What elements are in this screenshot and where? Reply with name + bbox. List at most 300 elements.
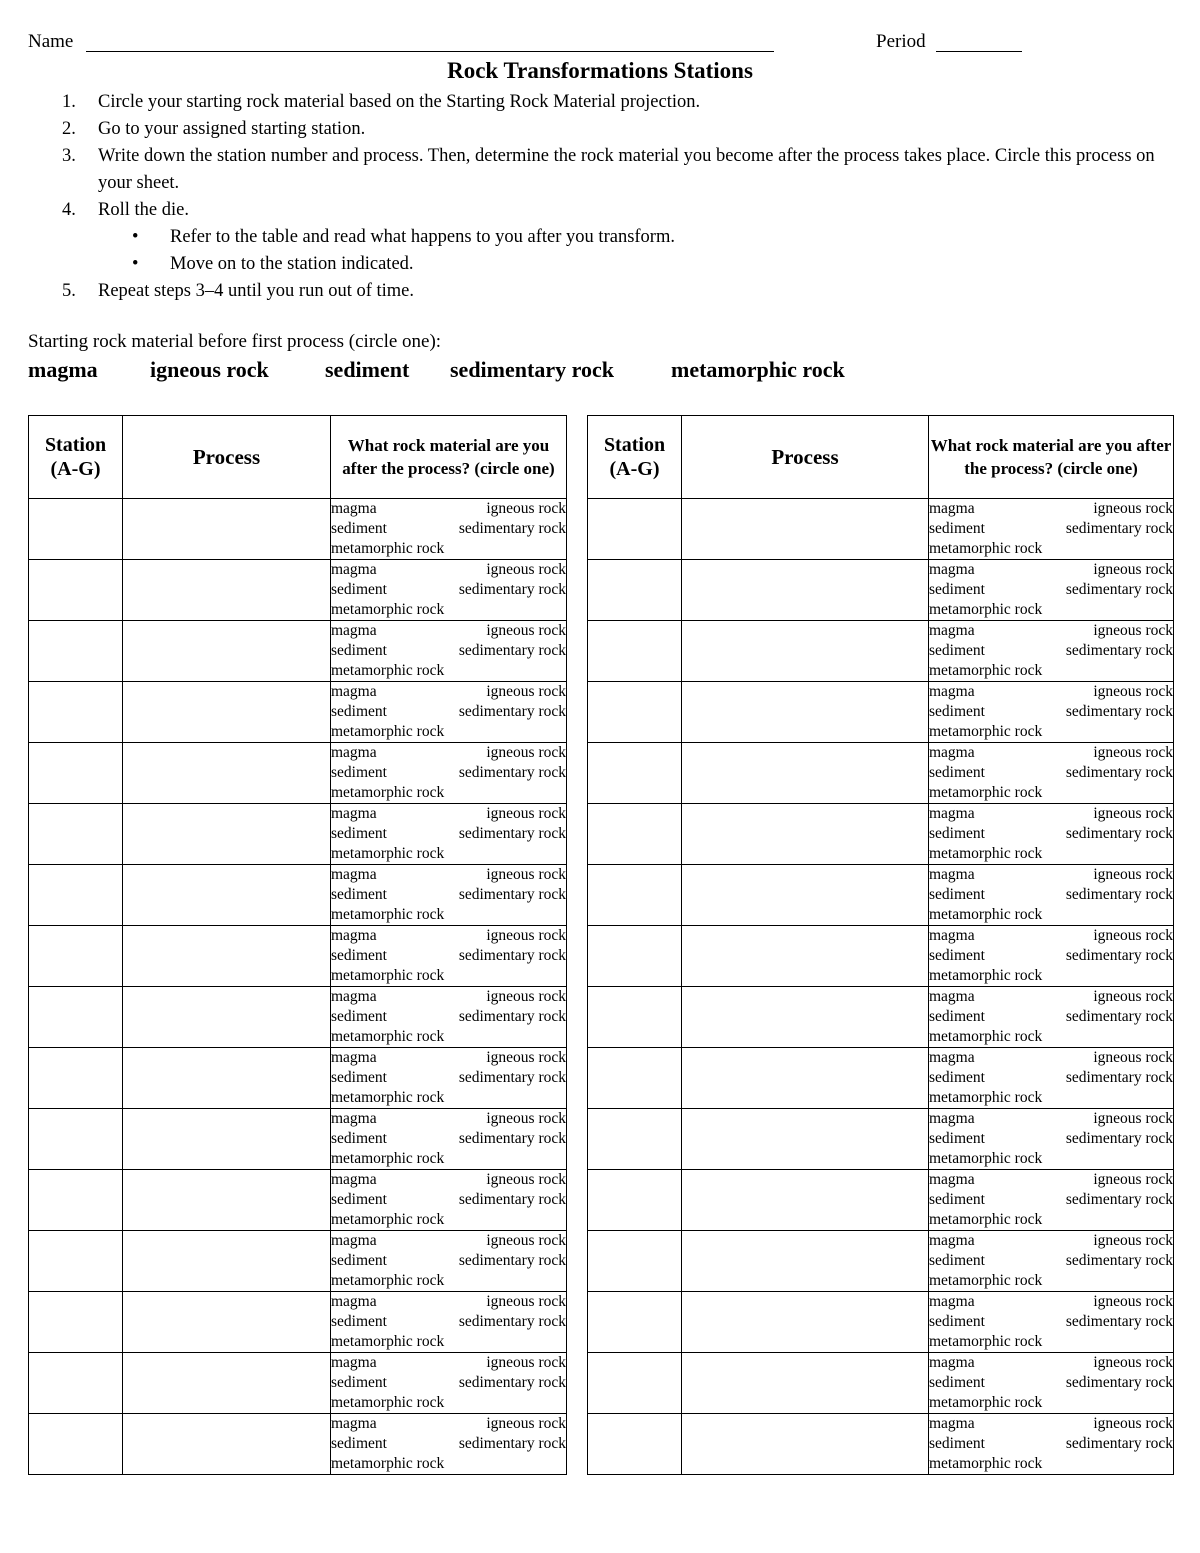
options-line xyxy=(929,1048,1173,1068)
station-cell[interactable] xyxy=(29,1048,123,1109)
option-magma[interactable]: magma xyxy=(929,1049,975,1066)
option-magma[interactable]: magma xyxy=(331,1110,377,1127)
option-sediment[interactable]: sediment xyxy=(929,520,985,537)
option-sediment[interactable]: sediment xyxy=(929,886,985,903)
option-metamorphic-rock[interactable]: metamorphic rock xyxy=(929,1455,1043,1472)
station-cell[interactable] xyxy=(588,743,682,804)
option-igneous-rock[interactable]: igneous rock xyxy=(1093,1354,1173,1371)
option-sediment[interactable]: sediment xyxy=(929,1069,985,1086)
option-magma[interactable]: magma xyxy=(929,1415,975,1432)
option-sedimentary-rock[interactable]: sedimentary rock xyxy=(1065,1191,1173,1208)
option-magma[interactable]: magma xyxy=(929,805,975,822)
options-line xyxy=(929,1068,1173,1088)
option-metamorphic-rock[interactable]: metamorphic rock xyxy=(331,723,445,740)
options-line xyxy=(331,1068,566,1088)
option-metamorphic-rock[interactable]: metamorphic rock xyxy=(929,1211,1043,1228)
options-line xyxy=(929,783,1173,803)
option-igneous-rock[interactable]: igneous rock xyxy=(486,1049,566,1066)
option-metamorphic-rock[interactable]: metamorphic rock xyxy=(331,967,445,984)
option-sedimentary-rock[interactable]: sedimentary rock xyxy=(458,520,566,537)
option-metamorphic-rock[interactable]: metamorphic rock xyxy=(331,1028,445,1045)
option-metamorphic-rock[interactable]: metamorphic rock xyxy=(331,1394,445,1411)
process-cell[interactable] xyxy=(123,560,331,621)
option-igneous-rock[interactable]: igneous rock xyxy=(1093,1110,1173,1127)
option-igneous-rock[interactable]: igneous rock xyxy=(486,866,566,883)
name-field[interactable] xyxy=(86,51,774,52)
station-cell[interactable] xyxy=(29,1109,123,1170)
option-igneous-rock[interactable]: igneous rock xyxy=(1093,866,1173,883)
option-magma[interactable]: magma xyxy=(929,622,975,639)
table-row xyxy=(29,560,567,621)
station-cell[interactable] xyxy=(588,1170,682,1231)
option-sediment[interactable]: sediment xyxy=(331,1313,387,1330)
stations-table-left xyxy=(28,415,567,1475)
option-metamorphic-rock[interactable]: metamorphic rock xyxy=(331,1455,445,1472)
option-sedimentary-rock[interactable]: sedimentary rock xyxy=(458,1435,566,1452)
station-cell[interactable] xyxy=(29,865,123,926)
rock-options-cell xyxy=(331,682,567,743)
option-sediment[interactable]: sediment xyxy=(929,581,985,598)
option-sediment[interactable]: sediment xyxy=(331,703,387,720)
option-sedimentary-rock[interactable]: sedimentary rock xyxy=(1065,581,1173,598)
option-metamorphic-rock[interactable]: metamorphic rock xyxy=(929,1028,1043,1045)
station-cell[interactable] xyxy=(29,621,123,682)
station-cell[interactable] xyxy=(588,926,682,987)
process-cell[interactable] xyxy=(123,1231,331,1292)
station-cell[interactable] xyxy=(588,560,682,621)
step-text: Repeat steps 3–4 until you run out of time. xyxy=(98,281,414,301)
process-cell[interactable] xyxy=(123,1109,331,1170)
options-line xyxy=(929,987,1173,1007)
option-metamorphic-rock[interactable]: metamorphic rock xyxy=(331,845,445,862)
process-cell[interactable] xyxy=(682,621,929,682)
option-magma[interactable]: magma xyxy=(331,1415,377,1432)
option-magma[interactable]: magma xyxy=(929,683,975,700)
option-sedimentary-rock[interactable]: sedimentary rock xyxy=(458,1069,566,1086)
table-row xyxy=(588,1170,1174,1231)
options-line xyxy=(929,743,1173,763)
option-magma[interactable]: magma xyxy=(929,988,975,1005)
option-sedimentary-rock[interactable]: sedimentary rock xyxy=(1065,1008,1173,1025)
option-igneous-rock[interactable]: igneous rock xyxy=(486,1354,566,1371)
process-cell[interactable] xyxy=(123,1353,331,1414)
option-sediment[interactable]: sediment xyxy=(929,1130,985,1147)
table-header-row xyxy=(29,416,567,499)
option-metamorphic-rock[interactable]: metamorphic rock xyxy=(929,662,1043,679)
option-sedimentary-rock[interactable]: sedimentary rock xyxy=(1065,1252,1173,1269)
options-line xyxy=(929,1210,1173,1230)
option-magma[interactable]: magma xyxy=(331,500,377,517)
option-sedimentary-rock[interactable]: sedimentary rock xyxy=(1065,642,1173,659)
option-sediment[interactable]: sediment xyxy=(331,764,387,781)
process-cell[interactable] xyxy=(682,1353,929,1414)
option-metamorphic-rock[interactable]: metamorphic rock xyxy=(929,540,1043,557)
process-cell[interactable] xyxy=(123,1292,331,1353)
option-igneous-rock[interactable]: igneous rock xyxy=(1093,805,1173,822)
station-header: Station (A-G) xyxy=(29,416,123,499)
option-sedimentary-rock[interactable]: sedimentary rock xyxy=(458,581,566,598)
option-sediment[interactable]: sediment xyxy=(331,1191,387,1208)
step-text: Write down the station number and process. Then, determine the rock material you become after the process takes place. Circle this process on your sheet. xyxy=(98,146,1155,193)
option-sediment[interactable]: sediment xyxy=(331,886,387,903)
option-magma[interactable]: magma xyxy=(929,1232,975,1249)
option-metamorphic-rock[interactable]: metamorphic rock xyxy=(929,723,1043,740)
option-sedimentary-rock[interactable]: sedimentary rock xyxy=(1065,764,1173,781)
process-cell[interactable] xyxy=(682,804,929,865)
option-magma[interactable]: magma xyxy=(331,1293,377,1310)
option-sediment[interactable]: sediment xyxy=(331,1008,387,1025)
option-sedimentary-rock[interactable]: sedimentary rock xyxy=(458,1252,566,1269)
process-cell[interactable] xyxy=(123,926,331,987)
station-cell[interactable] xyxy=(29,926,123,987)
option-metamorphic-rock[interactable]: metamorphic rock xyxy=(929,784,1043,801)
option-sedimentary-rock[interactable]: sedimentary rock xyxy=(1065,1069,1173,1086)
process-header: Process xyxy=(682,416,929,499)
option-sedimentary-rock[interactable]: sedimentary rock xyxy=(458,1008,566,1025)
table-body xyxy=(29,499,567,1475)
options-line xyxy=(929,1332,1173,1352)
option-metamorphic-rock[interactable]: metamorphic rock xyxy=(331,1333,445,1350)
starting-material-prompt: Starting rock material before first process (circle one): xyxy=(28,331,442,352)
start-option-sediment[interactable]: sediment xyxy=(325,357,410,382)
step-item xyxy=(28,89,1178,116)
option-igneous-rock[interactable]: igneous rock xyxy=(486,1110,566,1127)
options-line xyxy=(331,600,566,620)
station-cell[interactable] xyxy=(29,1170,123,1231)
options-line xyxy=(331,1048,566,1068)
option-igneous-rock[interactable]: igneous rock xyxy=(1093,683,1173,700)
rock-options-cell xyxy=(929,499,1174,560)
option-magma[interactable]: magma xyxy=(929,561,975,578)
station-cell[interactable] xyxy=(588,621,682,682)
option-sediment[interactable]: sediment xyxy=(331,520,387,537)
option-metamorphic-rock[interactable]: metamorphic rock xyxy=(929,845,1043,862)
rock-options-cell xyxy=(331,743,567,804)
station-cell[interactable] xyxy=(588,1109,682,1170)
station-cell[interactable] xyxy=(588,865,682,926)
option-igneous-rock[interactable]: igneous rock xyxy=(1093,988,1173,1005)
options-line xyxy=(331,885,566,905)
option-sediment[interactable]: sediment xyxy=(929,1313,985,1330)
option-sedimentary-rock[interactable]: sedimentary rock xyxy=(458,825,566,842)
option-sediment[interactable]: sediment xyxy=(331,825,387,842)
option-magma[interactable]: magma xyxy=(331,683,377,700)
station-cell[interactable] xyxy=(588,499,682,560)
options-line xyxy=(331,743,566,763)
start-option-igneous-rock[interactable]: igneous rock xyxy=(150,357,269,382)
table-row xyxy=(588,743,1174,804)
options-line xyxy=(331,1271,566,1291)
start-option-metamorphic-rock[interactable]: metamorphic rock xyxy=(671,357,845,382)
option-sediment[interactable]: sediment xyxy=(331,1374,387,1391)
options-line xyxy=(331,824,566,844)
process-cell[interactable] xyxy=(123,987,331,1048)
options-line xyxy=(929,1454,1173,1474)
station-cell[interactable] xyxy=(29,743,123,804)
option-sediment[interactable]: sediment xyxy=(929,642,985,659)
table-row xyxy=(29,1231,567,1292)
option-igneous-rock[interactable]: igneous rock xyxy=(486,1293,566,1310)
option-igneous-rock[interactable]: igneous rock xyxy=(486,622,566,639)
process-cell[interactable] xyxy=(682,926,929,987)
table-row xyxy=(588,682,1174,743)
option-sedimentary-rock[interactable]: sedimentary rock xyxy=(1065,520,1173,537)
rock-options-cell xyxy=(331,1231,567,1292)
option-sedimentary-rock[interactable]: sedimentary rock xyxy=(1065,1374,1173,1391)
option-metamorphic-rock[interactable]: metamorphic rock xyxy=(929,906,1043,923)
option-magma[interactable]: magma xyxy=(929,1354,975,1371)
station-cell[interactable] xyxy=(588,1414,682,1475)
option-magma[interactable]: magma xyxy=(331,1232,377,1249)
option-sedimentary-rock[interactable]: sedimentary rock xyxy=(458,1313,566,1330)
option-sediment[interactable]: sediment xyxy=(331,642,387,659)
option-sedimentary-rock[interactable]: sedimentary rock xyxy=(458,642,566,659)
process-cell[interactable] xyxy=(682,1414,929,1475)
option-sedimentary-rock[interactable]: sedimentary rock xyxy=(1065,703,1173,720)
option-metamorphic-rock[interactable]: metamorphic rock xyxy=(331,784,445,801)
option-magma[interactable]: magma xyxy=(929,1110,975,1127)
option-igneous-rock[interactable]: igneous rock xyxy=(1093,1415,1173,1432)
option-igneous-rock[interactable]: igneous rock xyxy=(486,683,566,700)
option-magma[interactable]: magma xyxy=(331,622,377,639)
process-cell[interactable] xyxy=(682,743,929,804)
option-sediment[interactable]: sediment xyxy=(331,1130,387,1147)
option-magma[interactable]: magma xyxy=(929,500,975,517)
step-number: 1. xyxy=(62,92,76,112)
option-magma[interactable]: magma xyxy=(331,927,377,944)
process-cell[interactable] xyxy=(682,987,929,1048)
options-line xyxy=(331,1414,566,1434)
option-metamorphic-rock[interactable]: metamorphic rock xyxy=(331,1211,445,1228)
options-line xyxy=(331,1393,566,1413)
page-title: Rock Transformations Stations xyxy=(447,58,753,83)
station-cell[interactable] xyxy=(29,1292,123,1353)
station-cell[interactable] xyxy=(29,987,123,1048)
step-item xyxy=(28,116,1178,143)
options-line xyxy=(929,1170,1173,1190)
option-sediment[interactable]: sediment xyxy=(331,1435,387,1452)
options-line xyxy=(331,1373,566,1393)
option-igneous-rock[interactable]: igneous rock xyxy=(1093,500,1173,517)
option-igneous-rock[interactable]: igneous rock xyxy=(486,500,566,517)
option-metamorphic-rock[interactable]: metamorphic rock xyxy=(929,601,1043,618)
option-sedimentary-rock[interactable]: sedimentary rock xyxy=(1065,947,1173,964)
option-magma[interactable]: magma xyxy=(331,805,377,822)
process-cell[interactable] xyxy=(682,1170,929,1231)
option-sediment[interactable]: sediment xyxy=(331,947,387,964)
option-magma[interactable]: magma xyxy=(331,1354,377,1371)
option-igneous-rock[interactable]: igneous rock xyxy=(486,927,566,944)
station-cell[interactable] xyxy=(588,1353,682,1414)
station-header: Station (A-G) xyxy=(588,416,682,499)
option-igneous-rock[interactable]: igneous rock xyxy=(1093,744,1173,761)
option-sediment[interactable]: sediment xyxy=(929,825,985,842)
station-cell[interactable] xyxy=(588,987,682,1048)
option-metamorphic-rock[interactable]: metamorphic rock xyxy=(929,967,1043,984)
option-igneous-rock[interactable]: igneous rock xyxy=(1093,927,1173,944)
option-metamorphic-rock[interactable]: metamorphic rock xyxy=(331,1089,445,1106)
option-magma[interactable]: magma xyxy=(331,988,377,1005)
table-row xyxy=(29,499,567,560)
option-sediment[interactable]: sediment xyxy=(929,703,985,720)
station-cell[interactable] xyxy=(29,1353,123,1414)
option-magma[interactable]: magma xyxy=(331,866,377,883)
option-igneous-rock[interactable]: igneous rock xyxy=(486,1171,566,1188)
period-field[interactable] xyxy=(936,51,1022,52)
rock-options-cell xyxy=(331,499,567,560)
start-option-magma[interactable]: magma xyxy=(28,357,98,382)
process-cell[interactable] xyxy=(682,1048,929,1109)
station-cell[interactable] xyxy=(29,804,123,865)
station-cell[interactable] xyxy=(588,1048,682,1109)
process-cell[interactable] xyxy=(682,560,929,621)
option-igneous-rock[interactable]: igneous rock xyxy=(1093,561,1173,578)
station-cell[interactable] xyxy=(588,1231,682,1292)
substep-text: Refer to the table and read what happens to you after you transform. xyxy=(170,227,675,247)
option-sedimentary-rock[interactable]: sedimentary rock xyxy=(458,1191,566,1208)
option-metamorphic-rock[interactable]: metamorphic rock xyxy=(331,906,445,923)
start-option-sedimentary-rock[interactable]: sedimentary rock xyxy=(450,357,614,382)
option-igneous-rock[interactable]: igneous rock xyxy=(486,744,566,761)
option-magma[interactable]: magma xyxy=(331,1049,377,1066)
process-cell[interactable] xyxy=(123,743,331,804)
option-sedimentary-rock[interactable]: sedimentary rock xyxy=(1065,1435,1173,1452)
option-sediment[interactable]: sediment xyxy=(929,764,985,781)
option-sediment[interactable]: sediment xyxy=(331,1069,387,1086)
option-igneous-rock[interactable]: igneous rock xyxy=(1093,1232,1173,1249)
options-line xyxy=(331,865,566,885)
table-row xyxy=(29,1292,567,1353)
options-line xyxy=(331,1007,566,1027)
option-sediment[interactable]: sediment xyxy=(929,1191,985,1208)
options-line xyxy=(929,1190,1173,1210)
options-line xyxy=(331,539,566,559)
process-cell[interactable] xyxy=(123,1048,331,1109)
option-metamorphic-rock[interactable]: metamorphic rock xyxy=(929,1333,1043,1350)
option-igneous-rock[interactable]: igneous rock xyxy=(486,805,566,822)
option-igneous-rock[interactable]: igneous rock xyxy=(1093,1171,1173,1188)
option-sedimentary-rock[interactable]: sedimentary rock xyxy=(458,1374,566,1391)
option-igneous-rock[interactable]: igneous rock xyxy=(1093,1049,1173,1066)
option-magma[interactable]: magma xyxy=(929,1171,975,1188)
station-cell[interactable] xyxy=(588,682,682,743)
option-metamorphic-rock[interactable]: metamorphic rock xyxy=(929,1150,1043,1167)
option-metamorphic-rock[interactable]: metamorphic rock xyxy=(929,1272,1043,1289)
option-sediment[interactable]: sediment xyxy=(929,1374,985,1391)
option-sedimentary-rock[interactable]: sedimentary rock xyxy=(1065,886,1173,903)
option-metamorphic-rock[interactable]: metamorphic rock xyxy=(331,540,445,557)
option-sediment[interactable]: sediment xyxy=(929,1435,985,1452)
option-igneous-rock[interactable]: igneous rock xyxy=(486,1232,566,1249)
table-header-row xyxy=(588,416,1174,499)
station-cell[interactable] xyxy=(29,560,123,621)
process-cell[interactable] xyxy=(123,621,331,682)
option-sediment[interactable]: sediment xyxy=(331,1252,387,1269)
options-line xyxy=(331,1454,566,1474)
option-igneous-rock[interactable]: igneous rock xyxy=(1093,622,1173,639)
option-sediment[interactable]: sediment xyxy=(929,947,985,964)
option-sediment[interactable]: sediment xyxy=(929,1008,985,1025)
option-igneous-rock[interactable]: igneous rock xyxy=(1093,1293,1173,1310)
station-cell[interactable] xyxy=(588,804,682,865)
option-igneous-rock[interactable]: igneous rock xyxy=(486,561,566,578)
option-magma[interactable]: magma xyxy=(331,561,377,578)
process-cell[interactable] xyxy=(123,499,331,560)
options-line xyxy=(331,1332,566,1352)
option-metamorphic-rock[interactable]: metamorphic rock xyxy=(331,1150,445,1167)
process-cell[interactable] xyxy=(123,1414,331,1475)
process-cell[interactable] xyxy=(682,1292,929,1353)
options-line xyxy=(331,1353,566,1373)
option-sedimentary-rock[interactable]: sedimentary rock xyxy=(458,947,566,964)
option-sediment[interactable]: sediment xyxy=(331,581,387,598)
table-row xyxy=(29,987,567,1048)
bullet-icon: • xyxy=(132,227,139,247)
option-sedimentary-rock[interactable]: sedimentary rock xyxy=(458,1130,566,1147)
option-igneous-rock[interactable]: igneous rock xyxy=(486,988,566,1005)
table-row xyxy=(588,1292,1174,1353)
option-igneous-rock[interactable]: igneous rock xyxy=(486,1415,566,1432)
options-line xyxy=(929,702,1173,722)
table-row xyxy=(29,1048,567,1109)
station-cell[interactable] xyxy=(588,1292,682,1353)
process-cell[interactable] xyxy=(682,865,929,926)
options-line xyxy=(929,1312,1173,1332)
option-magma[interactable]: magma xyxy=(331,1171,377,1188)
station-cell[interactable] xyxy=(29,499,123,560)
option-magma[interactable]: magma xyxy=(929,866,975,883)
option-magma[interactable]: magma xyxy=(929,927,975,944)
option-metamorphic-rock[interactable]: metamorphic rock xyxy=(331,662,445,679)
options-line xyxy=(929,1353,1173,1373)
option-metamorphic-rock[interactable]: metamorphic rock xyxy=(331,601,445,618)
station-cell[interactable] xyxy=(29,682,123,743)
option-metamorphic-rock[interactable]: metamorphic rock xyxy=(929,1394,1043,1411)
option-sedimentary-rock[interactable]: sedimentary rock xyxy=(458,764,566,781)
option-sedimentary-rock[interactable]: sedimentary rock xyxy=(458,886,566,903)
step-item xyxy=(28,197,1178,224)
option-sedimentary-rock[interactable]: sedimentary rock xyxy=(1065,825,1173,842)
step-text: Go to your assigned starting station. xyxy=(98,119,366,139)
option-sedimentary-rock[interactable]: sedimentary rock xyxy=(458,703,566,720)
options-line xyxy=(929,682,1173,702)
process-cell[interactable] xyxy=(123,865,331,926)
options-line xyxy=(331,987,566,1007)
process-cell[interactable] xyxy=(682,499,929,560)
options-line xyxy=(331,1027,566,1047)
station-cell[interactable] xyxy=(29,1414,123,1475)
process-cell[interactable] xyxy=(682,682,929,743)
station-cell[interactable] xyxy=(29,1231,123,1292)
process-cell[interactable] xyxy=(682,1109,929,1170)
option-sediment[interactable]: sediment xyxy=(929,1252,985,1269)
option-metamorphic-rock[interactable]: metamorphic rock xyxy=(331,1272,445,1289)
options-line xyxy=(929,560,1173,580)
option-magma[interactable]: magma xyxy=(929,744,975,761)
option-sedimentary-rock[interactable]: sedimentary rock xyxy=(1065,1130,1173,1147)
options-line xyxy=(929,621,1173,641)
process-cell[interactable] xyxy=(123,804,331,865)
option-magma[interactable]: magma xyxy=(331,744,377,761)
process-cell[interactable] xyxy=(123,682,331,743)
option-magma[interactable]: magma xyxy=(929,1293,975,1310)
process-cell[interactable] xyxy=(123,1170,331,1231)
process-cell[interactable] xyxy=(682,1231,929,1292)
option-metamorphic-rock[interactable]: metamorphic rock xyxy=(929,1089,1043,1106)
options-line xyxy=(929,1373,1173,1393)
rock-options-cell xyxy=(929,1353,1174,1414)
option-sedimentary-rock[interactable]: sedimentary rock xyxy=(1065,1313,1173,1330)
